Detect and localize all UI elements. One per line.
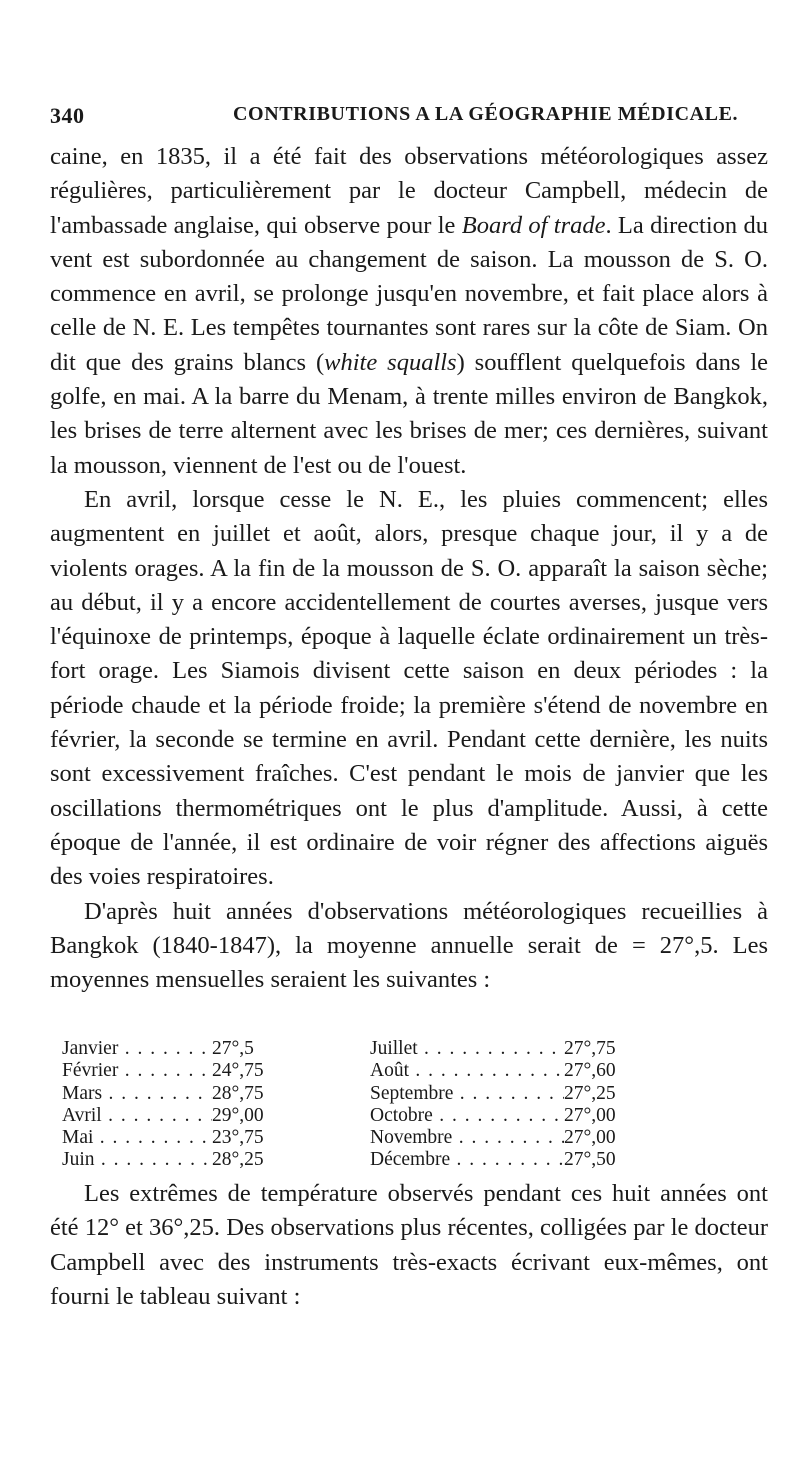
column-gap	[322, 1105, 370, 1127]
left-temp: 23°,75	[212, 1127, 264, 1149]
left-temp: 28°,25	[212, 1149, 264, 1171]
right-temp: 27°,50	[564, 1149, 616, 1171]
table-row	[62, 1149, 768, 1171]
monthly-temperature-table	[62, 1038, 768, 1172]
left-temp: 24°,75	[212, 1060, 264, 1082]
left-month: Mai . . .	[62, 1127, 212, 1149]
paragraph-seasons: En avril, lorsque cesse le N. E., les pluies commencent; elles augmentent en juillet et août, alors, presque chaque jour, il y a de violents orages. A la fin de la mousson de S. O. apparaît la saison sèche; au début, il y a encore accidentellement de courtes averses, jusque vers l'équinoxe de printemps, époque à laquelle éclate ordinairement un très-fort orage. Les Siamois divisent cette saison en deux périodes : la période chaude et la période froide; la première s'étend de novembre en février, la seconde se termine en avril. Pendant cette dernière, les nuits sont excessivement fraîches. C'est pendant le mois de janvier que les oscillations thermométriques ont le plus d'amplitude. Aussi, à cette époque de l'année, il est ordinaire de voir régner des affections aiguës des voies respiratoires.	[50, 485, 768, 891]
column-gap	[322, 1038, 370, 1060]
page-number: 340	[50, 103, 85, 128]
page-header	[50, 103, 770, 137]
body-text	[50, 140, 768, 997]
table-row	[62, 1060, 768, 1082]
paragraph-text: caine, en 1835, il a été fait des observations météorologiques assez régulières, particulièrement par le docteur Campbell, médecin de l'ambassade anglaise, qui observe pour le	[50, 143, 768, 239]
right-temp: 27°,00	[564, 1104, 616, 1126]
right-temp: 27°,00	[564, 1127, 616, 1149]
left-month: Mars . . .	[62, 1083, 212, 1105]
right-temp: 27°,60	[564, 1060, 616, 1082]
italic-board-of-trade: Board of trade	[461, 211, 606, 239]
left-month: Février . . .	[62, 1060, 212, 1082]
right-temp: 27°,75	[564, 1038, 616, 1059]
paragraph-climate-observations	[50, 140, 768, 483]
right-month: Juillet . . .	[370, 1038, 564, 1060]
right-month: Septembre . . .	[370, 1083, 564, 1105]
left-month: Juin . . .	[62, 1149, 212, 1171]
table-row	[62, 1083, 768, 1105]
left-temp: 27°,5	[212, 1038, 254, 1059]
right-month: Août . . .	[370, 1060, 564, 1082]
left-month: Avril . . .	[62, 1105, 212, 1127]
paragraph-annual-mean: D'après huit années d'observations météorologiques recueillies à Bangkok (1840-1847), la moyenne annuelle serait de = 27°,5. Les moyennes mensuelles seraient les suivantes :	[50, 897, 768, 994]
paragraph-text: . La direction du vent est subordonnée au changement de saison. La mousson de S. O. commence en avril, se prolonge jusqu'en novembre, et fait place alors à celle de N. E. Les tempêtes tournantes sont rares sur la côte de Siam. On dit que des grains blancs (	[50, 211, 768, 376]
table-row	[62, 1105, 768, 1127]
right-temp: 27°,25	[564, 1082, 616, 1104]
right-month: Octobre . . .	[370, 1105, 564, 1127]
right-month: Décembre . . .	[370, 1149, 564, 1171]
left-temp: 29°,00	[212, 1104, 264, 1126]
table-row	[62, 1038, 768, 1060]
left-temp: 28°,75	[212, 1082, 264, 1104]
paragraph-text: ) soufflent quelquefois dans le golfe, en mai. A la barre du Menam, à trente milles environ de Bangkok, les brises de terre alternent avec les brises de mer; ces dernières, suivant la mousson, viennent de l'est ou de l'ouest.	[50, 348, 768, 479]
paragraph-extremes: Les extrêmes de température observés pendant ces huit années ont été 12° et 36°,25. Des observations plus récentes, colligées par le docteur Campbell avec des instruments très-exacts écrivant eux-mêmes, ont fourni le tableau suivant :	[50, 1180, 768, 1310]
column-gap	[322, 1127, 370, 1149]
table-row	[62, 1127, 768, 1149]
left-month: Janvier . . .	[62, 1038, 212, 1060]
running-title: CONTRIBUTIONS A LA GÉOGRAPHIE MÉDICALE.	[233, 103, 739, 125]
column-gap	[322, 1060, 370, 1082]
italic-white-squalls: white squalls	[324, 348, 457, 376]
column-gap	[322, 1083, 370, 1105]
closing-text	[50, 1177, 768, 1314]
column-gap	[322, 1149, 370, 1171]
right-month: Novembre . . .	[370, 1127, 564, 1149]
